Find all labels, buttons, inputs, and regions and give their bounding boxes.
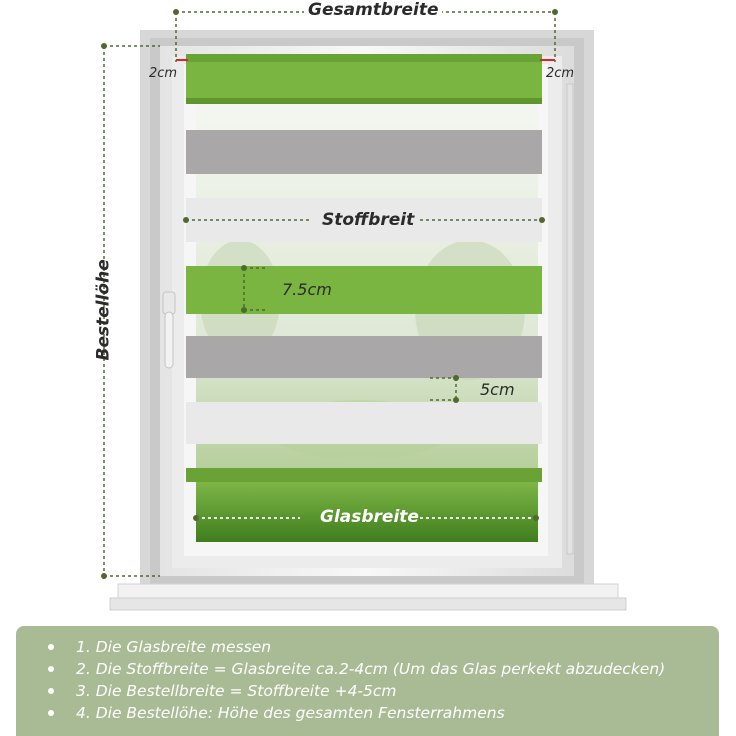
glass-width-label: Glasbreite (320, 507, 419, 527)
instruction-step (48, 680, 719, 702)
bullet-dot (48, 710, 54, 716)
window-sill (110, 584, 626, 610)
window-handle (163, 292, 175, 368)
instruction-text: 2. Die Stoffbreite = Glasbreite ca.2-4cm (Um das Glas perkekt abzudecken) (76, 660, 666, 678)
bullet-dot (48, 644, 54, 650)
instruction-step (48, 658, 719, 680)
right-margin-label: 2cm (546, 66, 575, 81)
instructions-panel (16, 626, 719, 736)
gap-height-label: 5cm (480, 380, 515, 399)
fabric-width-label: Stoffbreit (322, 210, 415, 230)
stripe-light (186, 402, 542, 444)
stripe-green (186, 266, 542, 314)
instruction-step (48, 702, 719, 724)
instructions-list (48, 636, 719, 724)
blind-cassette (186, 54, 542, 104)
instruction-text: 4. Die Bestellöhe: Höhe des gesamten Fensterrahmens (76, 704, 505, 722)
order-height-label: Bestellöhe (93, 259, 114, 361)
stripe-grey (186, 336, 542, 378)
left-margin-label: 2cm (149, 66, 178, 81)
bullet-dot (48, 688, 54, 694)
instruction-text: 1. Die Glasbreite messen (76, 638, 272, 656)
bullet-dot (48, 666, 54, 672)
stripe-height-label: 7.5cm (282, 280, 332, 299)
stripe-grey (186, 130, 542, 174)
window-hinge-rail (567, 84, 573, 554)
bottom-rail (186, 468, 542, 482)
instruction-text: 3. Die Bestellbreite = Stoffbreite +4-5cm (76, 682, 397, 700)
instruction-step (48, 636, 719, 658)
total-width-label: Gesamtbreite (304, 2, 442, 19)
